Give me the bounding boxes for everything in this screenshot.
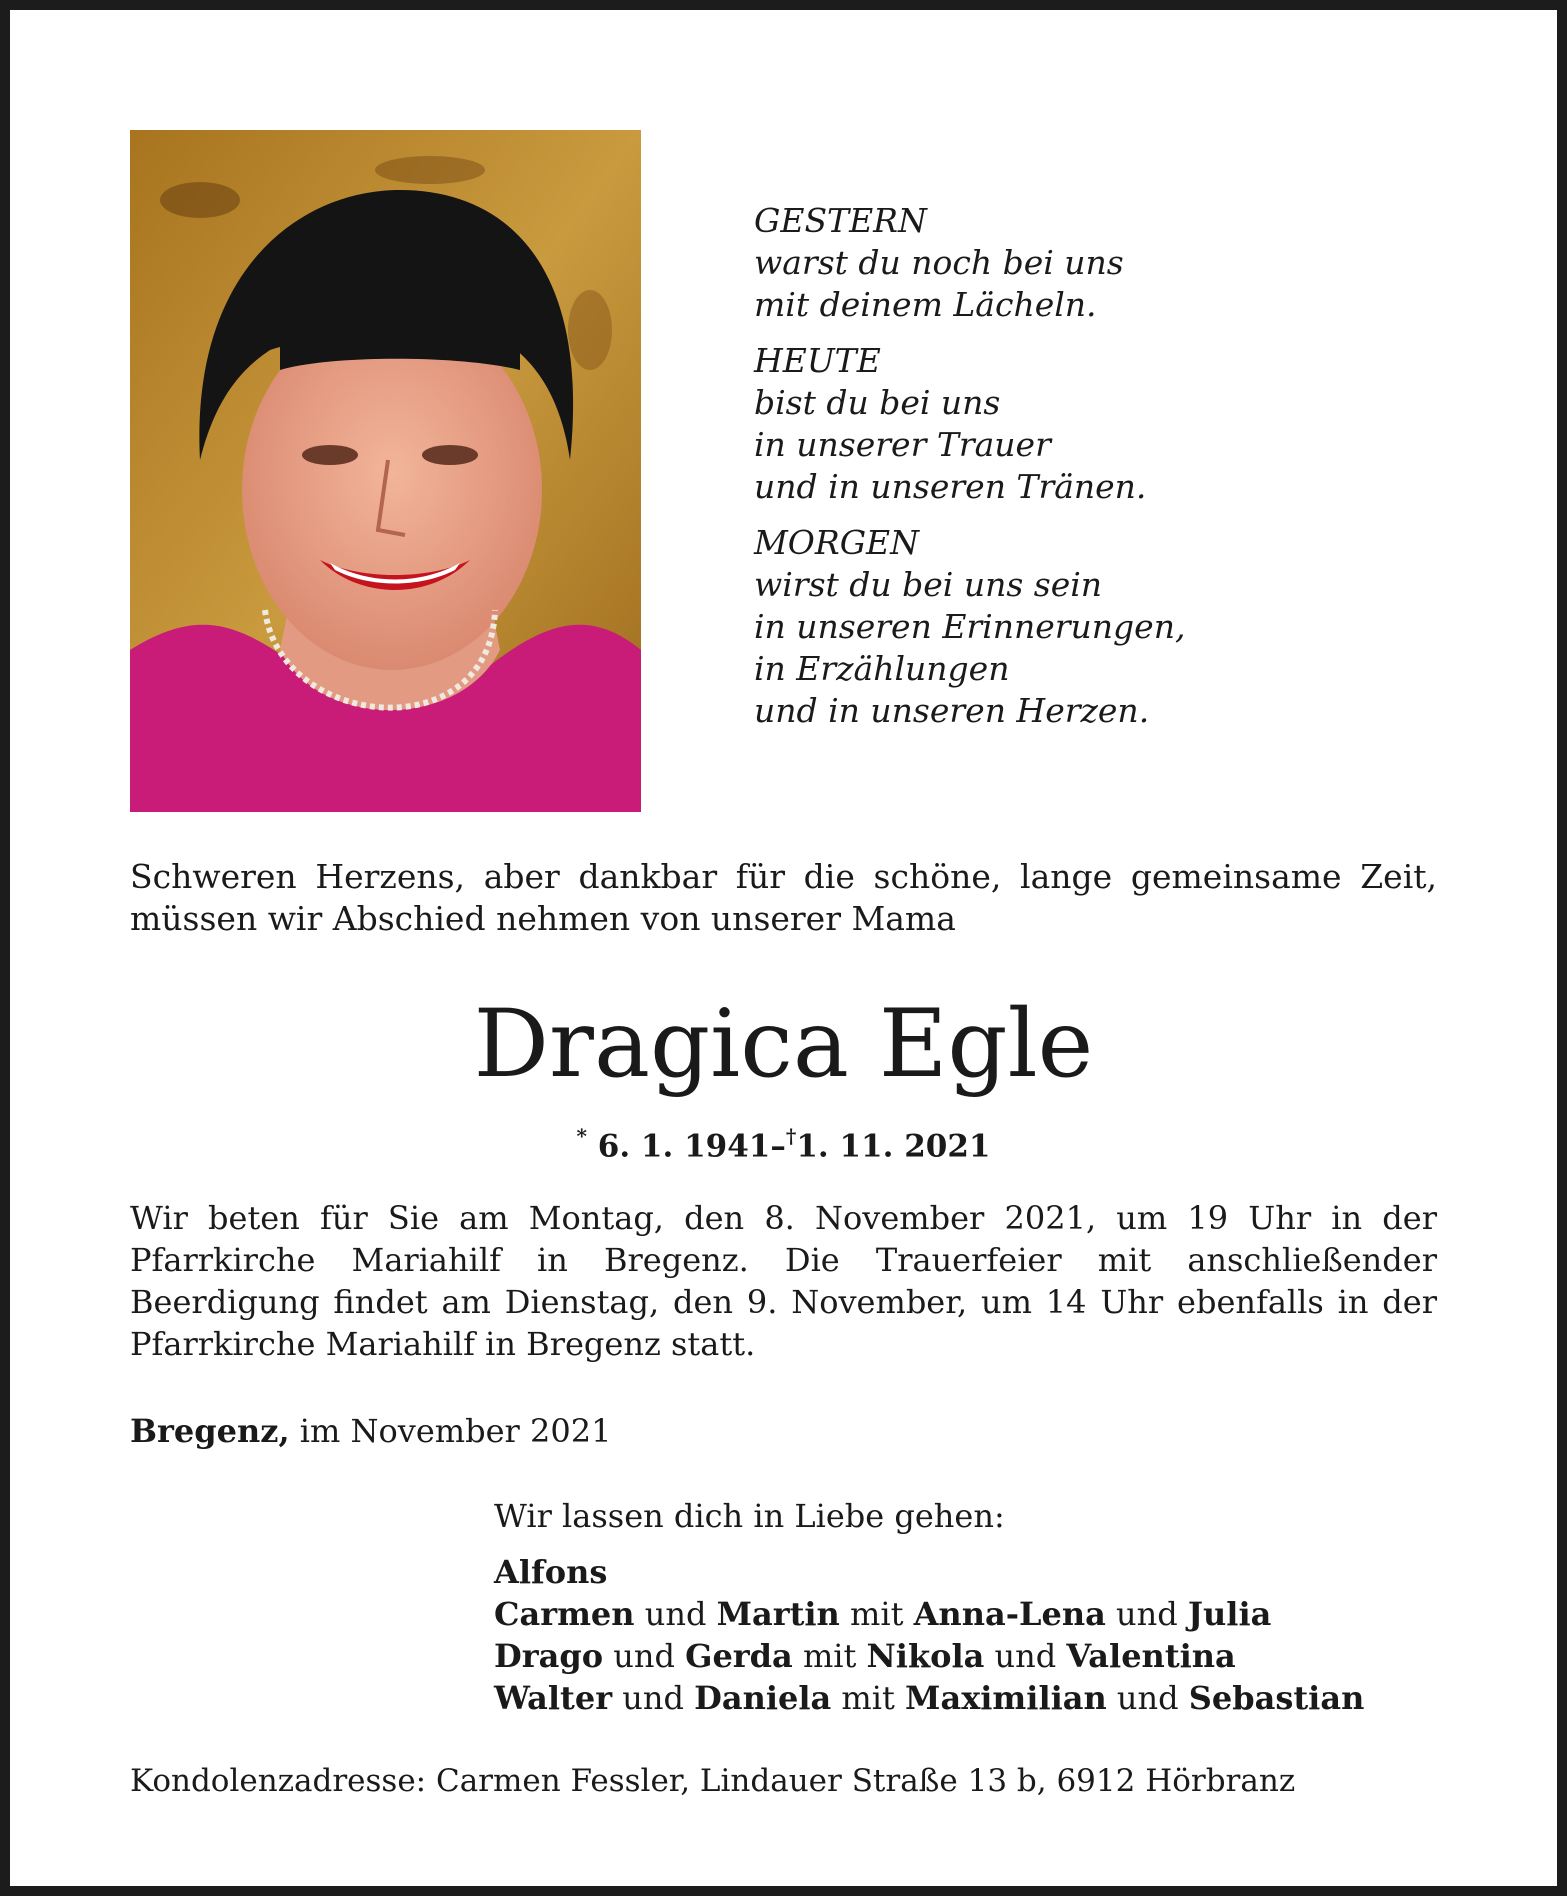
family-conjunction: und [622,1679,684,1717]
poem [754,200,1314,746]
poem-line: in Erzählungen [754,649,1010,688]
family-conjunction: und [1116,1679,1179,1717]
death-symbol: † [785,1124,797,1148]
family-row [494,1593,1444,1635]
family-name: Gerda [685,1637,793,1675]
condolence-address: Kondolenzadresse: Carmen Fessler, Lindauer Straße 13 b, 6912 Hörbranz [130,1763,1296,1799]
poem-line: in unseren Erinnerungen, [754,607,1186,646]
poem-line: und in unseren Herzen. [754,691,1150,730]
family-list [494,1495,1444,1719]
family-name: Nikola [866,1637,985,1675]
death-date: 1. 11. 2021 [796,1128,991,1165]
family-row [494,1677,1444,1719]
birth-symbol: * [576,1124,587,1148]
family-row [494,1635,1444,1677]
family-name: Valentina [1066,1637,1236,1675]
family-conjunction: und [644,1595,707,1633]
poem-line: HEUTE [754,341,881,380]
poem-stanza [754,340,1314,508]
intro-text: Schweren Herzens, aber dankbar für die schöne, lange gemeinsame Zeit, müssen wir Abschied nehmen von unserer Mama [130,857,1437,938]
place-date-text: im November 2021 [299,1412,612,1450]
family-conjunction: und [994,1637,1057,1675]
family-name: Carmen [494,1595,635,1633]
family-name: Alfons [494,1553,608,1591]
place-city: Bregenz, [130,1412,290,1450]
poem-stanza [754,200,1314,326]
family-name: Sebastian [1188,1679,1365,1717]
poem-line: MORGEN [754,523,920,562]
family-name: Martin [716,1595,840,1633]
family-name: Anna-Lena [913,1595,1106,1633]
birth-date: 6. 1. 1941 [597,1128,771,1165]
family-name: Drago [494,1637,604,1675]
poem-line: warst du noch bei uns [754,243,1124,282]
poem-line: in unserer Trauer [754,425,1051,464]
family-name: Daniela [694,1679,832,1717]
family-name: Maximilian [905,1679,1107,1717]
family-conjunction: mit [841,1679,895,1717]
poem-line: mit deinem Lächeln. [754,285,1097,324]
life-dates [130,1118,1437,1166]
date-separator: – [770,1128,786,1165]
family-conjunction: mit [849,1595,904,1633]
family-conjunction: mit [802,1637,857,1675]
family-name: Walter [494,1679,613,1717]
family-lead: Wir lassen dich in Liebe gehen: [494,1497,1005,1535]
family-conjunction: und [613,1637,675,1675]
deceased-name: Dragica Egle [473,990,1094,1099]
poem-line: wirst du bei uns sein [754,565,1103,604]
poem-line: GESTERN [754,201,927,240]
family-row [494,1551,1444,1593]
place-date [130,1410,611,1452]
family-name: Julia [1187,1595,1272,1633]
service-text: Wir beten für Sie am Montag, den 8. November 2021, um 19 Uhr in der Pfarrkirche Mariahilf in Bregenz. Die Trauerfeier mit anschließender Beerdigung findet am Dienstag, den 9. November, um 14 Uhr ebenfalls in der Pfarrkirche Mariahilf in Bregenz statt. [130,1199,1437,1363]
poem-line: bist du bei uns [754,383,1001,422]
portrait-photo [130,130,641,812]
family-conjunction: und [1116,1595,1178,1633]
poem-stanza [754,522,1314,732]
poem-line: und in unseren Tränen. [754,467,1147,506]
